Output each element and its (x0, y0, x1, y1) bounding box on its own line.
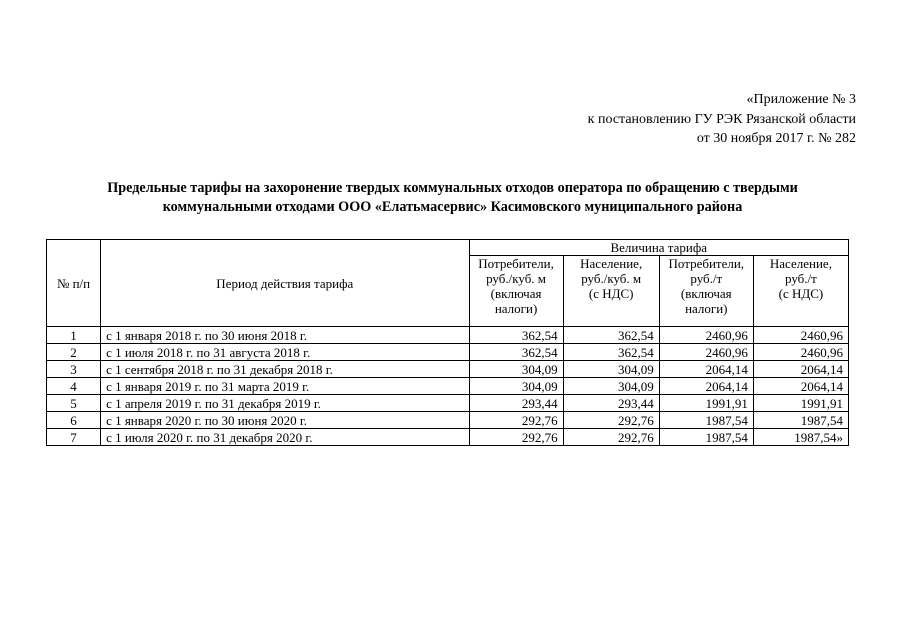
row-consumers-m3: 292,76 (469, 412, 563, 429)
row-period: с 1 апреля 2019 г. по 31 декабря 2019 г. (101, 395, 469, 412)
row-population-m3: 362,54 (563, 344, 659, 361)
row-consumers-ton: 1987,54 (659, 412, 753, 429)
row-consumers-m3: 292,76 (469, 429, 563, 446)
table-row (47, 395, 849, 412)
table-row (47, 344, 849, 361)
row-consumers-m3: 293,44 (469, 395, 563, 412)
header-tariff-value: Величина тарифа (469, 240, 848, 256)
table-row (47, 361, 849, 378)
table-row (47, 327, 849, 344)
row-period: с 1 июля 2020 г. по 31 декабря 2020 г. (101, 429, 469, 446)
row-population-ton: 2460,96 (753, 344, 848, 361)
appendix-line-2: к постановлению ГУ РЭК Рязанской области (587, 111, 856, 127)
row-period: с 1 сентября 2018 г. по 31 декабря 2018 г. (101, 361, 469, 378)
row-consumers-m3: 304,09 (469, 378, 563, 395)
header-period: Период действия тарифа (101, 240, 469, 327)
header-population-m3: Население, руб./куб. м (с НДС) (563, 256, 659, 327)
document-title-line-2: коммунальными отходами ООО «Елатьмасервис» Касимовского муниципального района (162, 199, 743, 215)
row-consumers-ton: 2064,14 (659, 361, 753, 378)
row-number: 7 (47, 429, 101, 446)
row-population-m3: 293,44 (563, 395, 659, 412)
appendix-header (588, 90, 856, 149)
row-consumers-m3: 362,54 (469, 344, 563, 361)
appendix-line-3: от 30 ноября 2017 г. № 282 (696, 131, 856, 146)
row-population-m3: 292,76 (563, 429, 659, 446)
row-population-ton: 2064,14 (753, 361, 848, 378)
row-number: 3 (47, 361, 101, 378)
header-consumers-m3: Потребители, руб./куб. м (включая налоги) (469, 256, 563, 327)
row-population-ton: 2460,96 (753, 327, 848, 344)
row-consumers-ton: 2064,14 (659, 378, 753, 395)
table-row (47, 429, 849, 446)
table-row (47, 378, 849, 395)
row-population-ton: 1987,54» (753, 429, 848, 446)
row-population-m3: 292,76 (563, 412, 659, 429)
document-title-line-1: Предельные тарифы на захоронение твердых коммунальных отходов оператора по обращению с твердыми (107, 180, 798, 196)
row-number: 4 (47, 378, 101, 395)
table-row (47, 412, 849, 429)
row-consumers-m3: 304,09 (469, 361, 563, 378)
header-consumers-ton: Потребители, руб./т (включая налоги) (659, 256, 753, 327)
row-consumers-m3: 362,54 (469, 327, 563, 344)
row-period: с 1 января 2018 г. по 30 июня 2018 г. (101, 327, 469, 344)
row-population-m3: 304,09 (563, 378, 659, 395)
row-consumers-ton: 2460,96 (659, 327, 753, 344)
table-header-row (47, 240, 849, 256)
appendix-line-1: «Приложение № 3 (746, 92, 856, 107)
row-population-ton: 1987,54 (753, 412, 848, 429)
row-number: 2 (47, 344, 101, 361)
row-consumers-ton: 2460,96 (659, 344, 753, 361)
row-period: с 1 января 2019 г. по 31 марта 2019 г. (101, 378, 469, 395)
row-population-ton: 2064,14 (753, 378, 848, 395)
row-period: с 1 января 2020 г. по 30 июня 2020 г. (101, 412, 469, 429)
row-number: 5 (47, 395, 101, 412)
document-title (0, 179, 905, 217)
header-number: № п/п (47, 240, 101, 327)
row-consumers-ton: 1991,91 (659, 395, 753, 412)
row-number: 1 (47, 327, 101, 344)
row-period: с 1 июля 2018 г. по 31 августа 2018 г. (101, 344, 469, 361)
row-population-m3: 362,54 (563, 327, 659, 344)
row-consumers-ton: 1987,54 (659, 429, 753, 446)
row-population-ton: 1991,91 (753, 395, 848, 412)
row-population-m3: 304,09 (563, 361, 659, 378)
tariff-table (46, 239, 849, 446)
row-number: 6 (47, 412, 101, 429)
header-population-ton: Население, руб./т (с НДС) (753, 256, 848, 327)
